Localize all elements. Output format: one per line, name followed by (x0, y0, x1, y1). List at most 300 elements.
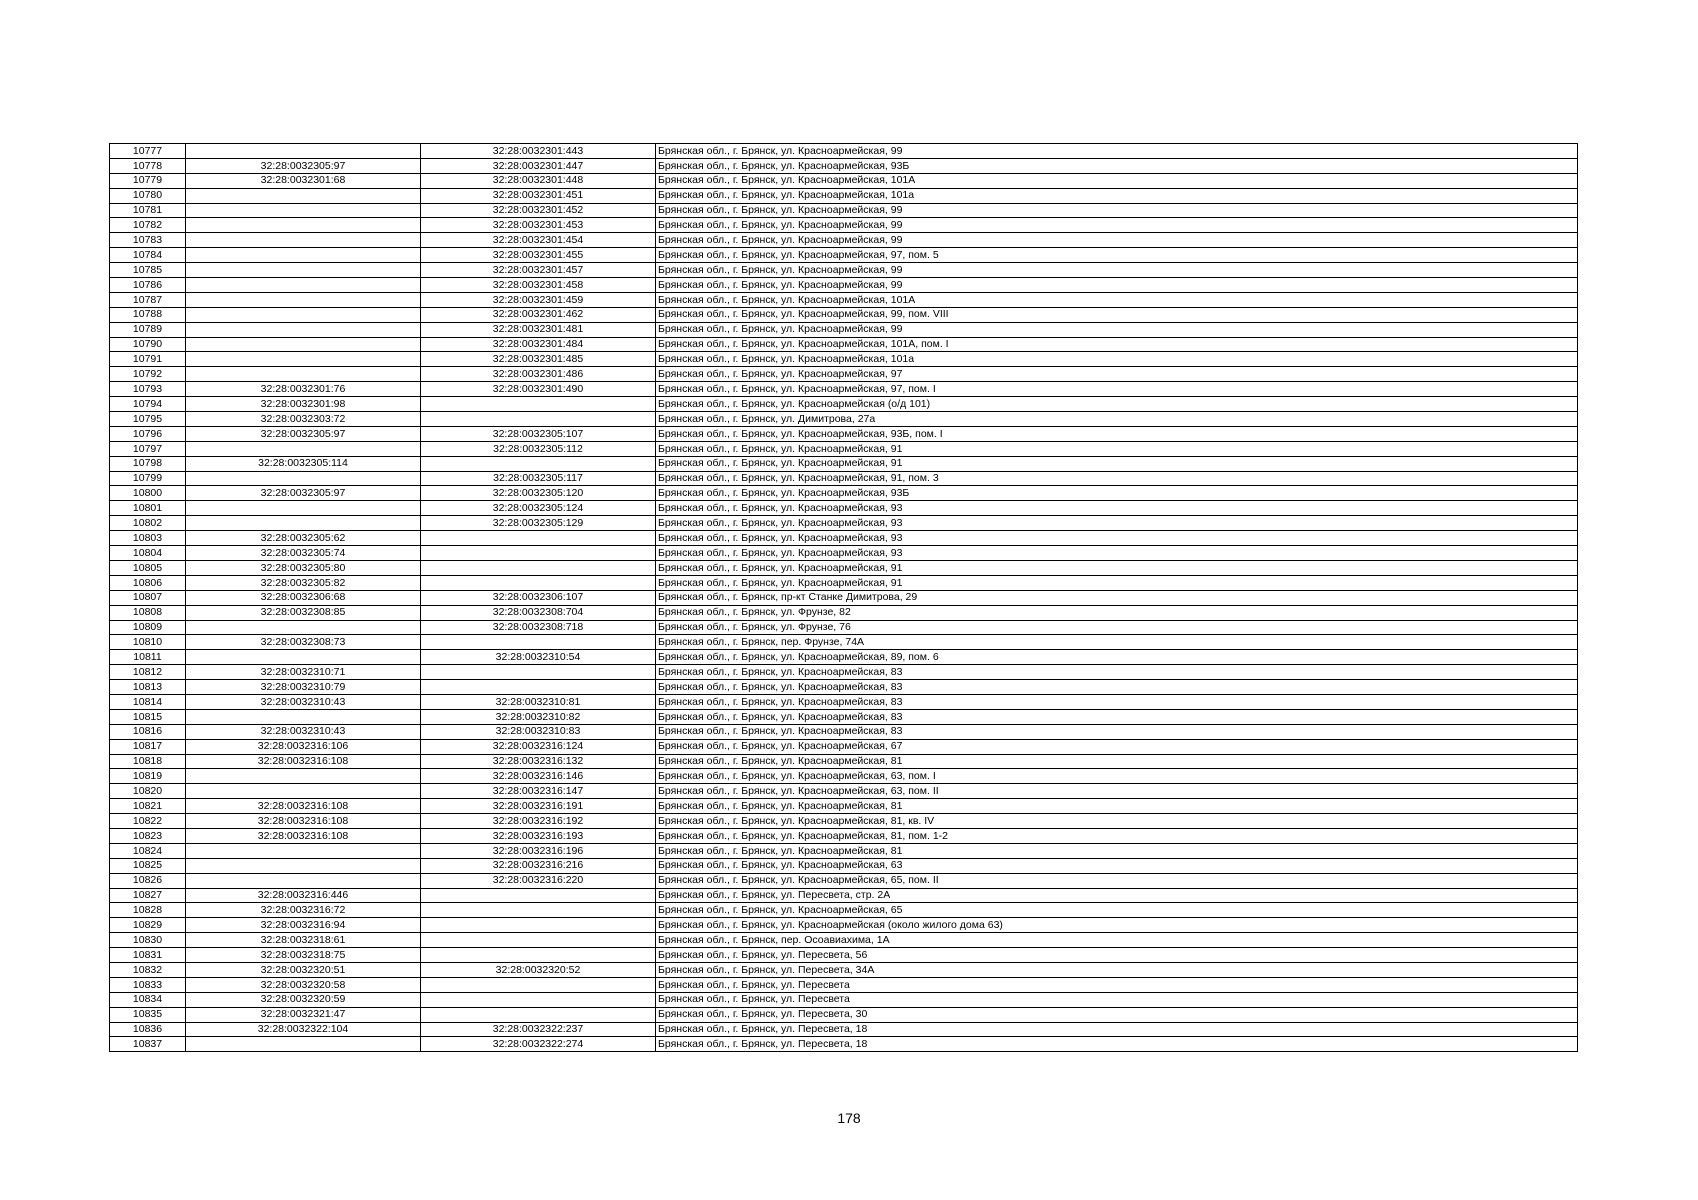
table-row (110, 784, 1578, 799)
object-cadastral-number-cell (421, 575, 656, 590)
table-row (110, 144, 1578, 159)
land-cadastral-number-cell: 32:28:0032303:72 (186, 412, 421, 427)
address-cell: Брянская обл., г. Брянск, ул. Пересвета, 34А (656, 962, 1578, 977)
object-cadastral-number-cell: 32:28:0032316:192 (421, 814, 656, 829)
table-row (110, 709, 1578, 724)
address-cell: Брянская обл., г. Брянск, ул. Красноармейская, 83 (656, 724, 1578, 739)
object-cadastral-number-cell: 32:28:0032316:147 (421, 784, 656, 799)
row-number-cell: 10784 (110, 248, 186, 263)
object-cadastral-number-cell: 32:28:0032310:81 (421, 694, 656, 709)
table-row (110, 1022, 1578, 1037)
address-cell: Брянская обл., г. Брянск, ул. Красноармейская, 101А, пом. I (656, 337, 1578, 352)
address-cell: Брянская обл., г. Брянск, ул. Красноармейская, 81 (656, 799, 1578, 814)
object-cadastral-number-cell: 32:28:0032310:83 (421, 724, 656, 739)
row-number-cell: 10837 (110, 1037, 186, 1052)
land-cadastral-number-cell: 32:28:0032308:85 (186, 605, 421, 620)
row-number-cell: 10817 (110, 739, 186, 754)
land-cadastral-number-cell (186, 307, 421, 322)
object-cadastral-number-cell (421, 977, 656, 992)
object-cadastral-number-cell: 32:28:0032308:704 (421, 605, 656, 620)
row-number-cell: 10824 (110, 843, 186, 858)
object-cadastral-number-cell: 32:28:0032316:124 (421, 739, 656, 754)
address-cell: Брянская обл., г. Брянск, ул. Красноармейская, 83 (656, 694, 1578, 709)
table-row (110, 724, 1578, 739)
address-cell: Брянская обл., г. Брянск, ул. Красноармейская, 99 (656, 203, 1578, 218)
page-number: 178 (837, 1110, 861, 1126)
object-cadastral-number-cell: 32:28:0032305:117 (421, 471, 656, 486)
land-cadastral-number-cell: 32:28:0032318:75 (186, 948, 421, 963)
land-cadastral-number-cell (186, 278, 421, 293)
address-cell: Брянская обл., г. Брянск, ул. Красноармейская, 93 (656, 546, 1578, 561)
land-cadastral-number-cell: 32:28:0032318:61 (186, 933, 421, 948)
land-cadastral-number-cell (186, 188, 421, 203)
table-row (110, 814, 1578, 829)
object-cadastral-number-cell: 32:28:0032320:52 (421, 962, 656, 977)
land-cadastral-number-cell (186, 203, 421, 218)
land-cadastral-number-cell (186, 1037, 421, 1052)
table-row (110, 322, 1578, 337)
table-row (110, 933, 1578, 948)
table-row (110, 426, 1578, 441)
object-cadastral-number-cell: 32:28:0032301:454 (421, 233, 656, 248)
object-cadastral-number-cell: 32:28:0032316:132 (421, 754, 656, 769)
table-row (110, 173, 1578, 188)
address-cell: Брянская обл., г. Брянск, ул. Красноармейская, 93Б, пом. I (656, 426, 1578, 441)
object-cadastral-number-cell (421, 903, 656, 918)
object-cadastral-number-cell: 32:28:0032301:459 (421, 292, 656, 307)
land-cadastral-number-cell (186, 858, 421, 873)
land-cadastral-number-cell: 32:28:0032301:76 (186, 382, 421, 397)
land-cadastral-number-cell (186, 471, 421, 486)
row-number-cell: 10778 (110, 158, 186, 173)
row-number-cell: 10787 (110, 292, 186, 307)
table-row (110, 397, 1578, 412)
table-row (110, 367, 1578, 382)
land-cadastral-number-cell (186, 650, 421, 665)
land-cadastral-number-cell (186, 337, 421, 352)
row-number-cell: 10823 (110, 828, 186, 843)
row-number-cell: 10818 (110, 754, 186, 769)
row-number-cell: 10835 (110, 1007, 186, 1022)
land-cadastral-number-cell: 32:28:0032305:80 (186, 560, 421, 575)
address-cell: Брянская обл., г. Брянск, ул. Красноармейская, 93 (656, 501, 1578, 516)
table-row (110, 962, 1578, 977)
table-row (110, 352, 1578, 367)
land-cadastral-number-cell: 32:28:0032305:82 (186, 575, 421, 590)
table-row (110, 233, 1578, 248)
object-cadastral-number-cell: 32:28:0032316:196 (421, 843, 656, 858)
land-cadastral-number-cell (186, 843, 421, 858)
land-cadastral-number-cell: 32:28:0032305:74 (186, 546, 421, 561)
address-cell: Брянская обл., г. Брянск, ул. Красноармейская, 93Б (656, 158, 1578, 173)
land-cadastral-number-cell: 32:28:0032305:114 (186, 456, 421, 471)
table-row (110, 456, 1578, 471)
land-cadastral-number-cell (186, 501, 421, 516)
table-row (110, 263, 1578, 278)
land-cadastral-number-cell: 32:28:0032305:97 (186, 426, 421, 441)
object-cadastral-number-cell (421, 456, 656, 471)
object-cadastral-number-cell: 32:28:0032301:447 (421, 158, 656, 173)
row-number-cell: 10819 (110, 769, 186, 784)
object-cadastral-number-cell: 32:28:0032301:481 (421, 322, 656, 337)
row-number-cell: 10821 (110, 799, 186, 814)
table-row (110, 680, 1578, 695)
address-cell: Брянская обл., г. Брянск, пер. Фрунзе, 74А (656, 635, 1578, 650)
table-row (110, 635, 1578, 650)
address-cell: Брянская обл., г. Брянск, ул. Пересвета, 18 (656, 1022, 1578, 1037)
land-cadastral-number-cell: 32:28:0032301:98 (186, 397, 421, 412)
address-cell: Брянская обл., г. Брянск, ул. Красноармейская (о/д 101) (656, 397, 1578, 412)
address-cell: Брянская обл., г. Брянск, ул. Красноармейская, 101а (656, 188, 1578, 203)
address-cell: Брянская обл., г. Брянск, ул. Красноармейская, 101А (656, 173, 1578, 188)
table-row (110, 158, 1578, 173)
land-cadastral-number-cell: 32:28:0032310:43 (186, 724, 421, 739)
table-row (110, 218, 1578, 233)
land-cadastral-number-cell (186, 352, 421, 367)
address-cell: Брянская обл., г. Брянск, ул. Красноармейская, 63 (656, 858, 1578, 873)
table-row (110, 888, 1578, 903)
address-cell: Брянская обл., г. Брянск, ул. Димитрова, 27а (656, 412, 1578, 427)
table-row (110, 278, 1578, 293)
land-cadastral-number-cell (186, 144, 421, 159)
row-number-cell: 10799 (110, 471, 186, 486)
address-cell: Брянская обл., г. Брянск, ул. Красноармейская, 81 (656, 754, 1578, 769)
address-cell: Брянская обл., г. Брянск, ул. Красноармейская, 97, пом. I (656, 382, 1578, 397)
row-number-cell: 10795 (110, 412, 186, 427)
land-cadastral-number-cell (186, 441, 421, 456)
land-cadastral-number-cell (186, 292, 421, 307)
land-cadastral-number-cell: 32:28:0032316:94 (186, 918, 421, 933)
row-number-cell: 10802 (110, 516, 186, 531)
registry-table-body (110, 144, 1578, 1052)
table-row (110, 412, 1578, 427)
row-number-cell: 10813 (110, 680, 186, 695)
address-cell: Брянская обл., г. Брянск, ул. Красноармейская, 101а (656, 352, 1578, 367)
row-number-cell: 10829 (110, 918, 186, 933)
land-cadastral-number-cell: 32:28:0032310:71 (186, 665, 421, 680)
object-cadastral-number-cell: 32:28:0032301:452 (421, 203, 656, 218)
address-cell: Брянская обл., г. Брянск, ул. Красноармейская, 83 (656, 680, 1578, 695)
address-cell: Брянская обл., г. Брянск, ул. Фрунзе, 76 (656, 620, 1578, 635)
row-number-cell: 10788 (110, 307, 186, 322)
address-cell: Брянская обл., г. Брянск, ул. Красноармейская, 83 (656, 665, 1578, 680)
object-cadastral-number-cell (421, 531, 656, 546)
object-cadastral-number-cell (421, 1007, 656, 1022)
row-number-cell: 10814 (110, 694, 186, 709)
table-row (110, 188, 1578, 203)
address-cell: Брянская обл., г. Брянск, ул. Красноармейская, 81 (656, 843, 1578, 858)
object-cadastral-number-cell (421, 933, 656, 948)
row-number-cell: 10785 (110, 263, 186, 278)
land-cadastral-number-cell: 32:28:0032310:43 (186, 694, 421, 709)
row-number-cell: 10812 (110, 665, 186, 680)
table-row (110, 516, 1578, 531)
object-cadastral-number-cell: 32:28:0032308:718 (421, 620, 656, 635)
object-cadastral-number-cell (421, 397, 656, 412)
row-number-cell: 10777 (110, 144, 186, 159)
object-cadastral-number-cell (421, 412, 656, 427)
address-cell: Брянская обл., г. Брянск, ул. Красноармейская, 93 (656, 531, 1578, 546)
object-cadastral-number-cell (421, 918, 656, 933)
registry-table (109, 143, 1578, 1052)
object-cadastral-number-cell: 32:28:0032305:107 (421, 426, 656, 441)
land-cadastral-number-cell (186, 516, 421, 531)
land-cadastral-number-cell (186, 248, 421, 263)
object-cadastral-number-cell: 32:28:0032310:54 (421, 650, 656, 665)
row-number-cell: 10822 (110, 814, 186, 829)
table-row (110, 843, 1578, 858)
object-cadastral-number-cell (421, 948, 656, 963)
land-cadastral-number-cell: 32:28:0032320:59 (186, 992, 421, 1007)
object-cadastral-number-cell: 32:28:0032301:443 (421, 144, 656, 159)
address-cell: Брянская обл., г. Брянск, ул. Красноармейская, 93Б (656, 486, 1578, 501)
land-cadastral-number-cell (186, 873, 421, 888)
table-row (110, 531, 1578, 546)
land-cadastral-number-cell (186, 367, 421, 382)
row-number-cell: 10782 (110, 218, 186, 233)
object-cadastral-number-cell: 32:28:0032301:453 (421, 218, 656, 233)
address-cell: Брянская обл., г. Брянск, пр-кт Станке Димитрова, 29 (656, 590, 1578, 605)
table-row (110, 1007, 1578, 1022)
address-cell: Брянская обл., г. Брянск, ул. Красноармейская, 65 (656, 903, 1578, 918)
table-row (110, 903, 1578, 918)
address-cell: Брянская обл., г. Брянск, ул. Красноармейская, 97, пом. 5 (656, 248, 1578, 263)
land-cadastral-number-cell: 32:28:0032316:72 (186, 903, 421, 918)
row-number-cell: 10798 (110, 456, 186, 471)
object-cadastral-number-cell: 32:28:0032301:484 (421, 337, 656, 352)
table-row (110, 873, 1578, 888)
table-row (110, 546, 1578, 561)
table-row (110, 665, 1578, 680)
address-cell: Брянская обл., г. Брянск, ул. Красноармейская, 91, пом. 3 (656, 471, 1578, 486)
object-cadastral-number-cell: 32:28:0032316:191 (421, 799, 656, 814)
land-cadastral-number-cell (186, 233, 421, 248)
address-cell: Брянская обл., г. Брянск, ул. Красноармейская, 63, пом. I (656, 769, 1578, 784)
row-number-cell: 10816 (110, 724, 186, 739)
row-number-cell: 10796 (110, 426, 186, 441)
table-row (110, 590, 1578, 605)
row-number-cell: 10801 (110, 501, 186, 516)
land-cadastral-number-cell: 32:28:0032306:68 (186, 590, 421, 605)
address-cell: Брянская обл., г. Брянск, ул. Пересвета, 18 (656, 1037, 1578, 1052)
address-cell: Брянская обл., г. Брянск, ул. Красноармейская, 99 (656, 233, 1578, 248)
address-cell: Брянская обл., г. Брянск, ул. Красноармейская, 99, пом. VIII (656, 307, 1578, 322)
table-row (110, 977, 1578, 992)
row-number-cell: 10828 (110, 903, 186, 918)
table-row (110, 620, 1578, 635)
land-cadastral-number-cell (186, 620, 421, 635)
object-cadastral-number-cell: 32:28:0032301:485 (421, 352, 656, 367)
table-row (110, 605, 1578, 620)
table-row (110, 575, 1578, 590)
address-cell: Брянская обл., г. Брянск, ул. Красноармейская, 89, пом. 6 (656, 650, 1578, 665)
land-cadastral-number-cell (186, 322, 421, 337)
row-number-cell: 10810 (110, 635, 186, 650)
land-cadastral-number-cell: 32:28:0032316:106 (186, 739, 421, 754)
row-number-cell: 10803 (110, 531, 186, 546)
table-row (110, 828, 1578, 843)
object-cadastral-number-cell: 32:28:0032301:457 (421, 263, 656, 278)
address-cell: Брянская обл., г. Брянск, ул. Красноармейская, 83 (656, 709, 1578, 724)
table-row (110, 1037, 1578, 1052)
object-cadastral-number-cell: 32:28:0032301:451 (421, 188, 656, 203)
object-cadastral-number-cell (421, 546, 656, 561)
row-number-cell: 10797 (110, 441, 186, 456)
address-cell: Брянская обл., г. Брянск, ул. Красноармейская, 99 (656, 322, 1578, 337)
row-number-cell: 10834 (110, 992, 186, 1007)
object-cadastral-number-cell: 32:28:0032305:120 (421, 486, 656, 501)
land-cadastral-number-cell: 32:28:0032310:79 (186, 680, 421, 695)
object-cadastral-number-cell: 32:28:0032301:455 (421, 248, 656, 263)
address-cell: Брянская обл., г. Брянск, ул. Красноармейская, 67 (656, 739, 1578, 754)
land-cadastral-number-cell: 32:28:0032320:58 (186, 977, 421, 992)
land-cadastral-number-cell (186, 769, 421, 784)
row-number-cell: 10809 (110, 620, 186, 635)
table-row (110, 948, 1578, 963)
row-number-cell: 10786 (110, 278, 186, 293)
address-cell: Брянская обл., г. Брянск, ул. Пересвета (656, 977, 1578, 992)
address-cell: Брянская обл., г. Брянск, ул. Красноармейская, 99 (656, 263, 1578, 278)
land-cadastral-number-cell (186, 263, 421, 278)
address-cell: Брянская обл., г. Брянск, ул. Красноармейская, 81, пом. 1-2 (656, 828, 1578, 843)
object-cadastral-number-cell: 32:28:0032322:237 (421, 1022, 656, 1037)
row-number-cell: 10780 (110, 188, 186, 203)
row-number-cell: 10800 (110, 486, 186, 501)
land-cadastral-number-cell: 32:28:0032305:97 (186, 486, 421, 501)
object-cadastral-number-cell: 32:28:0032306:107 (421, 590, 656, 605)
land-cadastral-number-cell: 32:28:0032308:73 (186, 635, 421, 650)
table-row (110, 203, 1578, 218)
land-cadastral-number-cell: 32:28:0032305:97 (186, 158, 421, 173)
land-cadastral-number-cell: 32:28:0032322:104 (186, 1022, 421, 1037)
land-cadastral-number-cell: 32:28:0032301:68 (186, 173, 421, 188)
land-cadastral-number-cell: 32:28:0032316:108 (186, 754, 421, 769)
land-cadastral-number-cell: 32:28:0032316:108 (186, 828, 421, 843)
address-cell: Брянская обл., г. Брянск, ул. Красноармейская (около жилого дома 63) (656, 918, 1578, 933)
row-number-cell: 10791 (110, 352, 186, 367)
object-cadastral-number-cell (421, 665, 656, 680)
address-cell: Брянская обл., г. Брянск, ул. Пересвета (656, 992, 1578, 1007)
row-number-cell: 10805 (110, 560, 186, 575)
table-row (110, 769, 1578, 784)
land-cadastral-number-cell: 32:28:0032305:62 (186, 531, 421, 546)
table-row (110, 992, 1578, 1007)
table-row (110, 337, 1578, 352)
table-row (110, 754, 1578, 769)
table-row (110, 382, 1578, 397)
address-cell: Брянская обл., г. Брянск, ул. Красноармейская, 91 (656, 456, 1578, 471)
row-number-cell: 10833 (110, 977, 186, 992)
row-number-cell: 10779 (110, 173, 186, 188)
row-number-cell: 10826 (110, 873, 186, 888)
object-cadastral-number-cell (421, 888, 656, 903)
object-cadastral-number-cell (421, 992, 656, 1007)
address-cell: Брянская обл., г. Брянск, ул. Красноармейская, 97 (656, 367, 1578, 382)
table-row (110, 501, 1578, 516)
row-number-cell: 10783 (110, 233, 186, 248)
table-row (110, 471, 1578, 486)
address-cell: Брянская обл., г. Брянск, ул. Красноармейская, 93 (656, 516, 1578, 531)
table-row (110, 650, 1578, 665)
land-cadastral-number-cell: 32:28:0032316:108 (186, 799, 421, 814)
table-row (110, 292, 1578, 307)
land-cadastral-number-cell: 32:28:0032321:47 (186, 1007, 421, 1022)
address-cell: Брянская обл., г. Брянск, ул. Красноармейская, 63, пом. II (656, 784, 1578, 799)
row-number-cell: 10808 (110, 605, 186, 620)
row-number-cell: 10827 (110, 888, 186, 903)
address-cell: Брянская обл., г. Брянск, ул. Красноармейская, 99 (656, 278, 1578, 293)
row-number-cell: 10830 (110, 933, 186, 948)
land-cadastral-number-cell: 32:28:0032316:108 (186, 814, 421, 829)
object-cadastral-number-cell: 32:28:0032316:220 (421, 873, 656, 888)
object-cadastral-number-cell: 32:28:0032305:112 (421, 441, 656, 456)
table-row (110, 858, 1578, 873)
object-cadastral-number-cell: 32:28:0032305:129 (421, 516, 656, 531)
row-number-cell: 10831 (110, 948, 186, 963)
object-cadastral-number-cell: 32:28:0032301:448 (421, 173, 656, 188)
object-cadastral-number-cell: 32:28:0032301:486 (421, 367, 656, 382)
address-cell: Брянская обл., г. Брянск, ул. Красноармейская, 91 (656, 441, 1578, 456)
address-cell: Брянская обл., г. Брянск, ул. Красноармейская, 101А (656, 292, 1578, 307)
object-cadastral-number-cell (421, 680, 656, 695)
address-cell: Брянская обл., г. Брянск, ул. Красноармейская, 91 (656, 560, 1578, 575)
table-row (110, 441, 1578, 456)
object-cadastral-number-cell: 32:28:0032316:216 (421, 858, 656, 873)
address-cell: Брянская обл., г. Брянск, ул. Фрунзе, 82 (656, 605, 1578, 620)
row-number-cell: 10832 (110, 962, 186, 977)
table-row (110, 694, 1578, 709)
row-number-cell: 10836 (110, 1022, 186, 1037)
table-row (110, 918, 1578, 933)
address-cell: Брянская обл., г. Брянск, ул. Красноармейская, 99 (656, 218, 1578, 233)
land-cadastral-number-cell (186, 784, 421, 799)
row-number-cell: 10781 (110, 203, 186, 218)
row-number-cell: 10806 (110, 575, 186, 590)
object-cadastral-number-cell: 32:28:0032310:82 (421, 709, 656, 724)
address-cell: Брянская обл., г. Брянск, ул. Пересвета, стр. 2А (656, 888, 1578, 903)
table-row (110, 560, 1578, 575)
row-number-cell: 10807 (110, 590, 186, 605)
row-number-cell: 10811 (110, 650, 186, 665)
row-number-cell: 10794 (110, 397, 186, 412)
address-cell: Брянская обл., г. Брянск, ул. Красноармейская, 65, пом. II (656, 873, 1578, 888)
land-cadastral-number-cell (186, 218, 421, 233)
table-row (110, 248, 1578, 263)
row-number-cell: 10793 (110, 382, 186, 397)
row-number-cell: 10815 (110, 709, 186, 724)
row-number-cell: 10804 (110, 546, 186, 561)
table-row (110, 307, 1578, 322)
object-cadastral-number-cell: 32:28:0032316:193 (421, 828, 656, 843)
object-cadastral-number-cell: 32:28:0032301:490 (421, 382, 656, 397)
object-cadastral-number-cell: 32:28:0032301:462 (421, 307, 656, 322)
object-cadastral-number-cell: 32:28:0032322:274 (421, 1037, 656, 1052)
object-cadastral-number-cell: 32:28:0032316:146 (421, 769, 656, 784)
table-row (110, 739, 1578, 754)
object-cadastral-number-cell (421, 560, 656, 575)
row-number-cell: 10825 (110, 858, 186, 873)
row-number-cell: 10790 (110, 337, 186, 352)
row-number-cell: 10792 (110, 367, 186, 382)
address-cell: Брянская обл., г. Брянск, ул. Пересвета, 56 (656, 948, 1578, 963)
land-cadastral-number-cell: 32:28:0032316:446 (186, 888, 421, 903)
address-cell: Брянская обл., г. Брянск, ул. Пересвета, 30 (656, 1007, 1578, 1022)
object-cadastral-number-cell (421, 635, 656, 650)
address-cell: Брянская обл., г. Брянск, ул. Красноармейская, 91 (656, 575, 1578, 590)
table-row (110, 486, 1578, 501)
land-cadastral-number-cell (186, 709, 421, 724)
address-cell: Брянская обл., г. Брянск, пер. Осоавиахима, 1А (656, 933, 1578, 948)
